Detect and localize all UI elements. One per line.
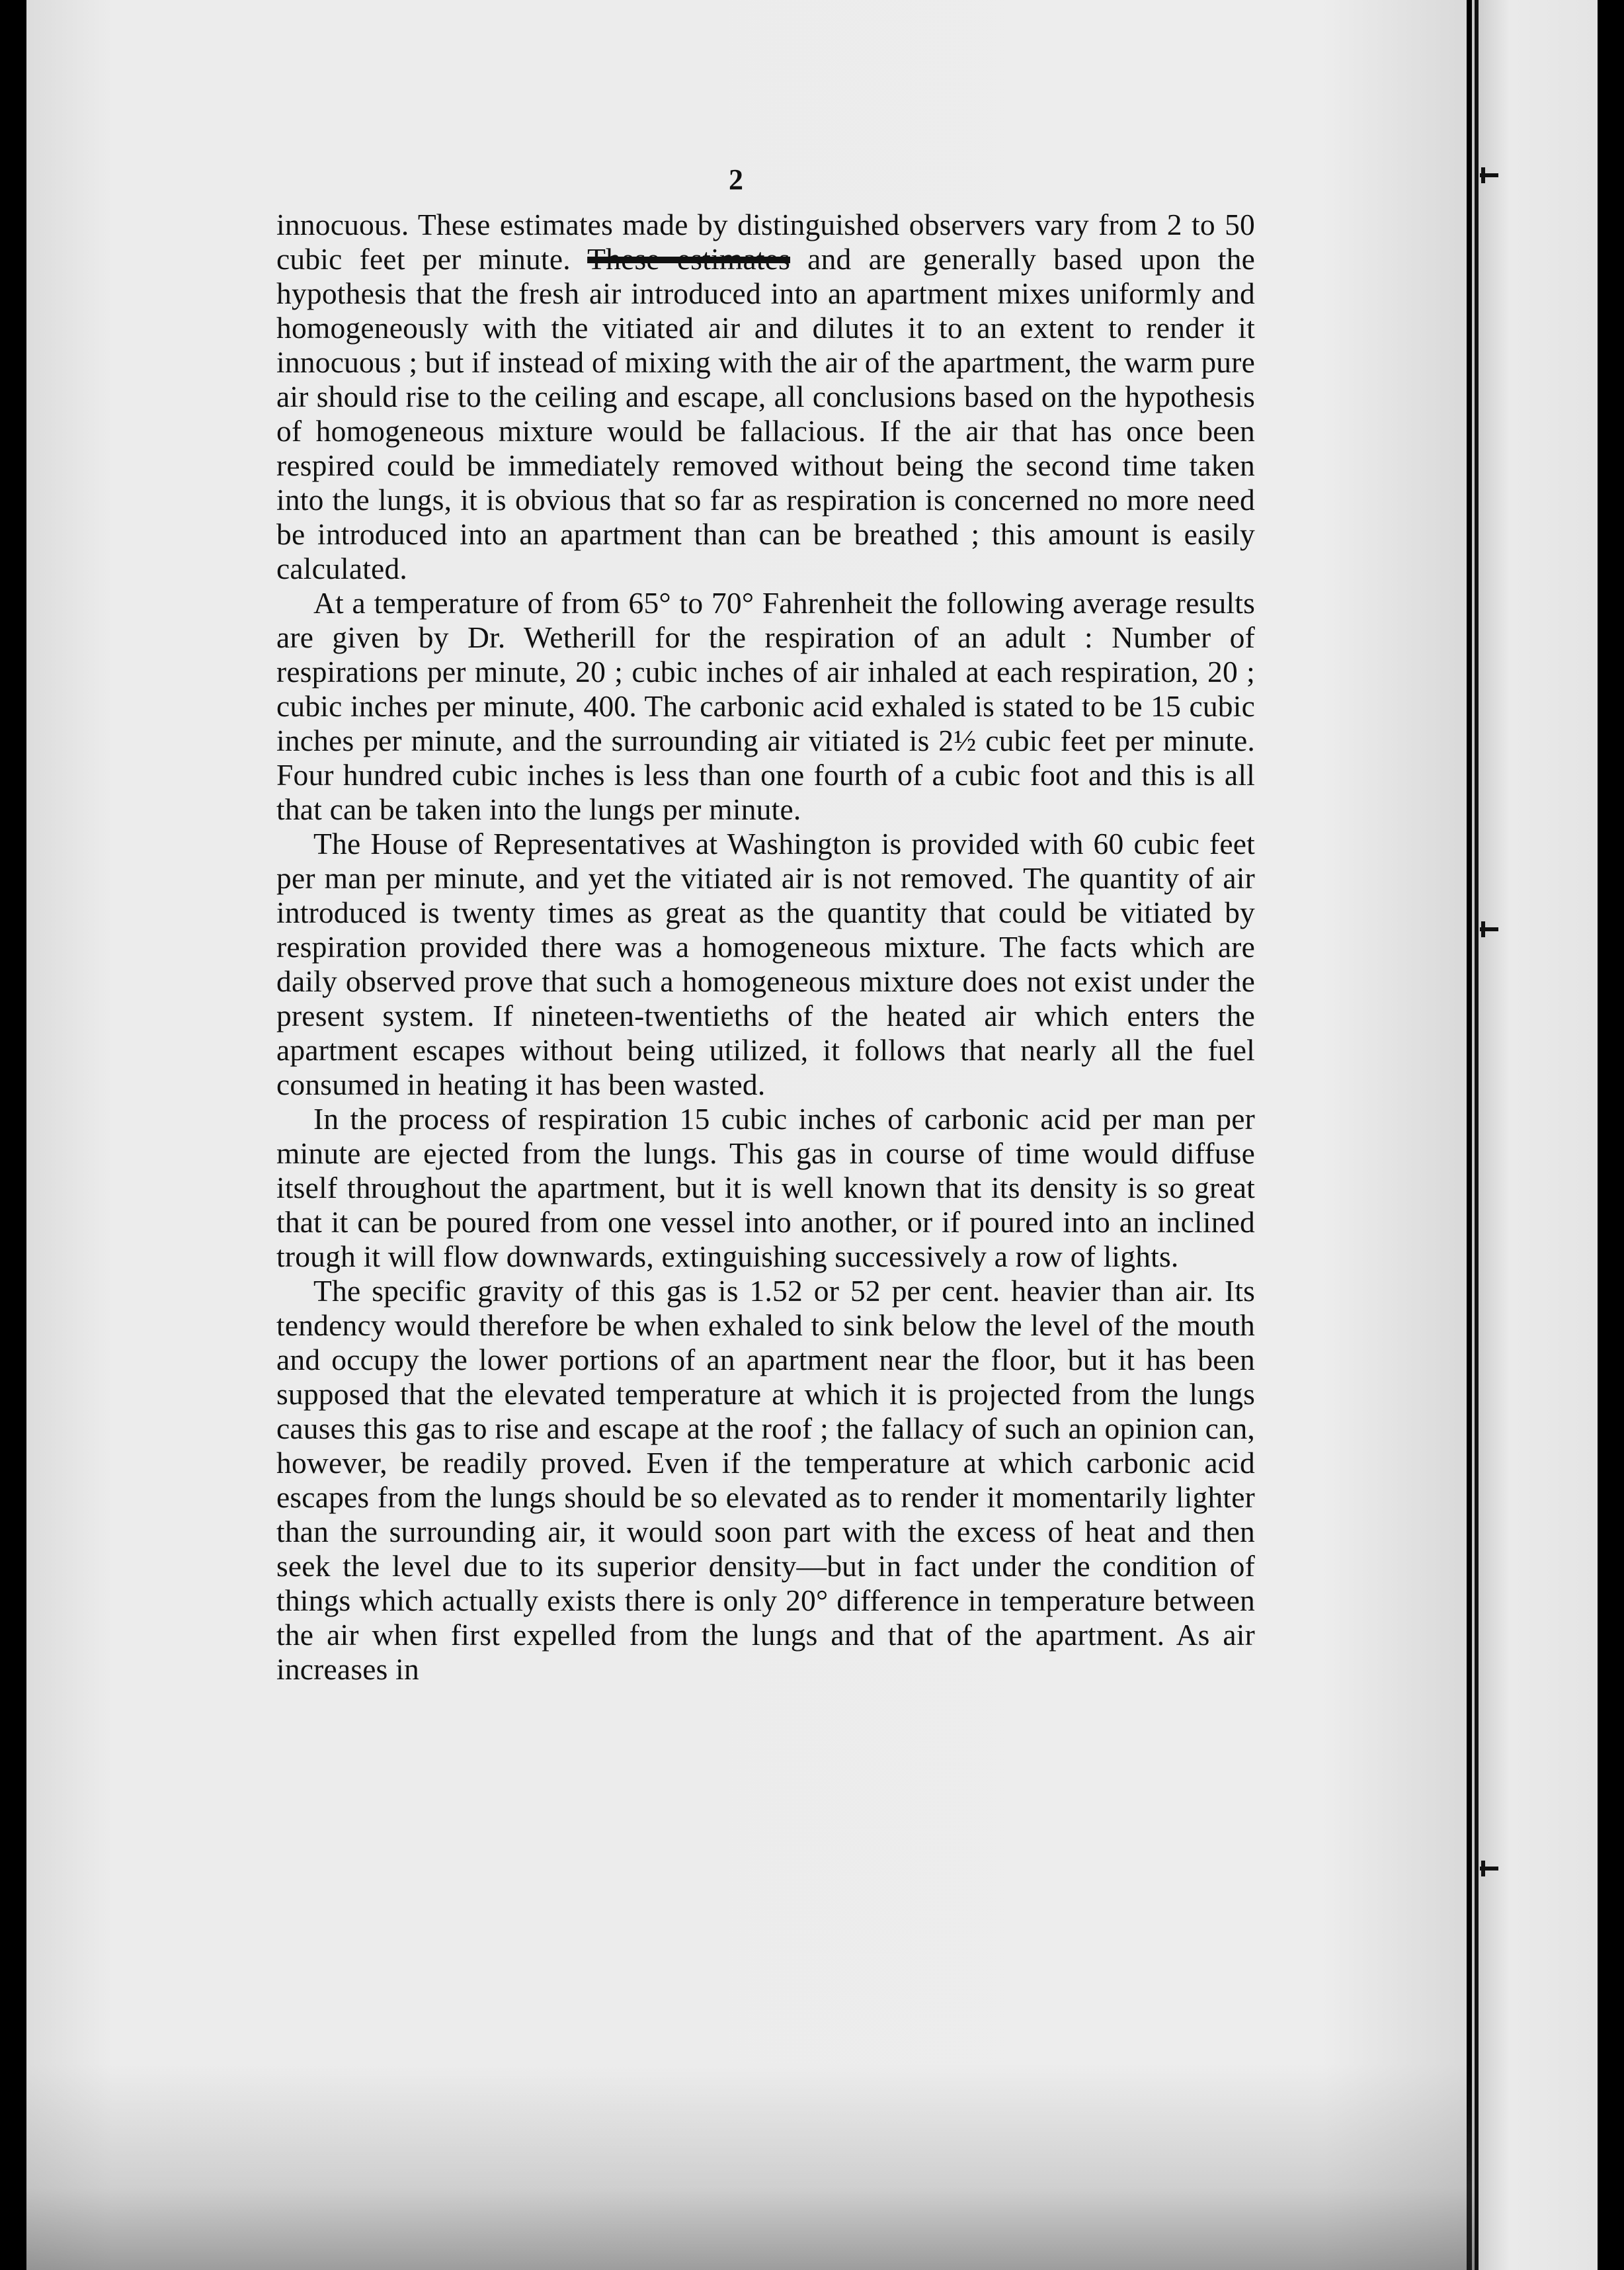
struck-through-text: These estimates <box>587 242 791 276</box>
page-number: 2 <box>729 163 743 196</box>
body-text <box>276 208 1255 1687</box>
paragraph-1 <box>276 208 1255 586</box>
scan-border-right <box>1598 0 1624 2270</box>
paragraph-1-start: innocuous. These estimates made by distinguished observers vary from 2 to 50 cubic feet per minute. <box>276 208 1255 276</box>
binding-gutter-line <box>1475 0 1479 2270</box>
paragraph-2: At a temperature of from 65° to 70° Fahrenheit the following average results are given by Dr. Wetherill for the respiration of an adult : Number of respirations per minute, 20 ; cubic inches of air inhaled at each respiration, 20 ; cubic inches per minute, 400. The carbonic acid exhaled is stated to be 15 cubic inches per minute, and the surrounding air vitiated is 2½ cubic feet per minute. Four hundred cubic inches is less than one fourth of a cubic foot and this is all that can be taken into the lungs per minute. <box>276 586 1255 826</box>
binding-mark-bottom <box>1480 1867 1498 1871</box>
adjacent-page-edge <box>1472 0 1598 2270</box>
page-bottom-shadow <box>26 2064 1475 2270</box>
paragraph-4: In the process of respiration 15 cubic inches of carbonic acid per man per minute are ejected from the lungs. This gas in course of time would diffuse itself throughout the apartment, but it is well known that its density is so great that it can be poured from one vessel into another, or if poured into an inclined trough it will flow downwards, extinguishing successively a row of lights. <box>276 1102 1255 1273</box>
binding-mark-middle <box>1480 927 1498 931</box>
paragraph-5: The specific gravity of this gas is 1.52 or 52 per cent. heavier than air. Its tendency would therefore be when exhaled to sink below the level of the mouth and occupy the lower portions of an apartment near the floor, but it has been supposed that the elevated temperature at which it is projected from the lungs causes this gas to rise and escape at the roof ; the fallacy of such an opinion can, however, be readily proved. Even if the temperature at which carbonic acid escapes from the lungs should be so elevated as to render it momentarily lighter than the surrounding air, it would soon part with the excess of heat and then seek the level due to its superior density—but in fact under the condition of things which actually exists there is only 20° difference in temperature between the air when first expelled from the lungs and that of the apartment. As air increases in <box>276 1274 1255 1686</box>
binding-mark-top <box>1480 173 1498 177</box>
paragraph-3: The House of Representatives at Washington is provided with 60 cubic feet per man per minute, and yet the vitiated air is not removed. The quantity of air introduced is twenty times as great as the quantity that could be vitiated by respiration provided there was a homogeneous mixture. The facts which are daily observed prove that such a homogeneous mixture does not exist under the present system. If nineteen-twentieths of the heated air which enters the apartment escapes without being utilized, it follows that nearly all the fuel consumed in heating it has been wasted. <box>276 827 1255 1101</box>
paragraph-1-end: and are generally based upon the hypothesis that the fresh air introduced into an apartment mixes uniformly and homogeneously with the vitiated air and dilutes it to an extent to render it innocuous ; but if instead of mixing with the air of the apartment, the warm pure air should rise to the ceiling and escape, all conclusions based on the hypothesis of homogeneous mixture would be fallacious. If the air that has once been respired could be immediately removed without being the second time taken into the lungs, it is obvious that so far as respiration is concerned no more need be introduced into an apartment than can be breathed ; this amount is easily calculated. <box>276 242 1255 585</box>
